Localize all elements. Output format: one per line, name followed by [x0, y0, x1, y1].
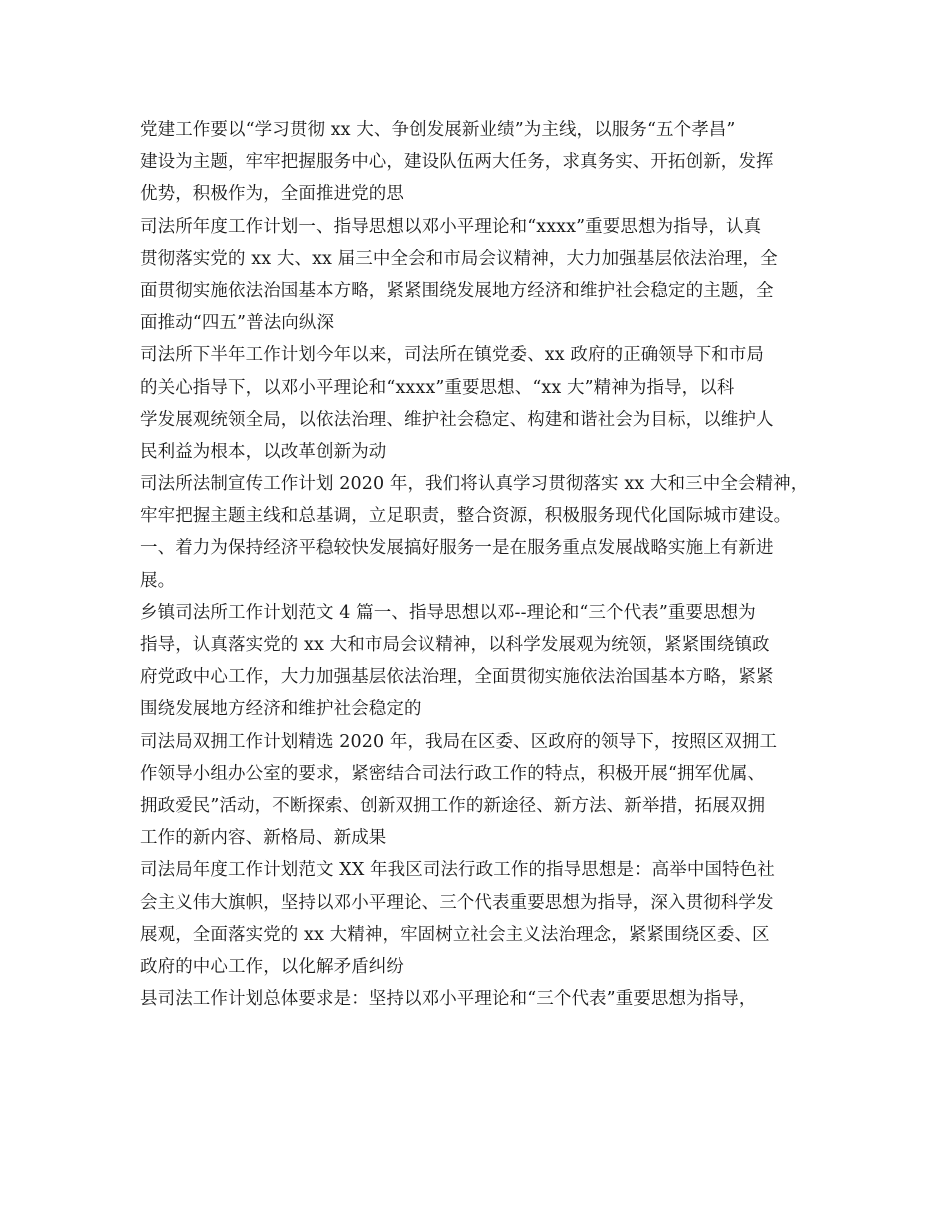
- text-line: 学发展观统领全局，以依法治理、维护社会稳定、构建和谐社会为目标，以维护人: [140, 409, 774, 430]
- text-line: 司法所下半年工作计划今年以来，司法所在镇党委、xx 政府的正确领导下和市局: [140, 345, 764, 366]
- text-line: 司法所年度工作计划一、指导思想以邓小平理论和“xxxx”重要思想为指导，认真: [140, 216, 762, 237]
- text-line: 建设为主题，牢牢把握服务中心，建设队伍两大任务，求真务实、开拓创新，发挥: [140, 152, 774, 173]
- text-line: 牢牢把握主题主线和总基调，立足职责，整合资源，积极服务现代化国际城市建设。: [140, 506, 792, 527]
- text-line: 的关心指导下，以邓小平理论和“xxxx”重要思想、“xx 大”精神为指导，以科: [140, 377, 735, 398]
- text-line: 司法局年度工作计划范文 XX 年我区司法行政工作的指导思想是：高举中国特色社: [140, 860, 775, 881]
- text-line: 指导，认真落实党的 xx 大和市局会议精神，以科学发展观为统领，紧紧围绕镇政: [140, 635, 770, 655]
- text-line: 一、着力为保持经济平稳较快发展搞好服务一是在服务重点发展战略实施上有新进: [140, 538, 774, 559]
- text-line: 党建工作要以“学习贯彻 xx 大、争创发展新业绩”为主线，以服务“五个孝昌”: [140, 120, 736, 140]
- text-line: 政府的中心工作，以化解矛盾纠纷: [140, 956, 404, 977]
- text-line: 司法局双拥工作计划精选 2020 年，我局在区委、区政府的领导下，按照区双拥工: [140, 731, 778, 752]
- text-line: 面推动“四五”普法向纵深: [140, 313, 335, 334]
- text-line: 贯彻落实党的 xx 大、xx 届三中全会和市局会议精神，大力加强基层依法治理，全: [140, 248, 778, 269]
- text-line: 乡镇司法所工作计划范文 4 篇一、指导思想以邓--理论和“三个代表”重要思想为: [140, 602, 756, 623]
- text-line: 展。: [140, 570, 176, 591]
- text-line: 面贯彻实施依法治国基本方略，紧紧围绕发展地方经济和维护社会稳定的主题，全: [140, 280, 774, 301]
- text-line: 作领导小组办公室的要求，紧密结合司法行政工作的特点，积极开展“拥军优属、: [140, 763, 766, 784]
- text-line: 县司法工作计划总体要求是：坚持以邓小平理论和“三个代表”重要思想为指导，: [140, 989, 757, 1010]
- text-line: 优势，积极作为，全面推进党的思: [140, 184, 404, 205]
- text-line: 工作的新内容、新格局、新成果: [140, 828, 387, 849]
- text-line: 围绕发展地方经济和维护社会稳定的: [140, 699, 422, 720]
- text-line: 会主义伟大旗帜，坚持以邓小平理论、三个代表重要思想为指导，深入贯彻科学发: [140, 892, 774, 913]
- text-line: 司法所法制宣传工作计划 2020 年，我们将认真学习贯彻落实 xx 大和三中全会精神，: [140, 474, 809, 495]
- text-line: 展观，全面落实党的 xx 大精神，牢固树立社会主义法治理念，紧紧围绕区委、区: [140, 924, 770, 945]
- document-body: [140, 114, 820, 1015]
- text-line: 府党政中心工作，大力加强基层依法治理，全面贯彻实施依法治国基本方略，紧紧: [140, 667, 774, 688]
- text-line: 民利益为根本，以改革创新为动: [140, 441, 387, 462]
- text-line: 拥政爱民”活动，不断探索、创新双拥工作的新途径、新方法、新举措，拓展双拥: [140, 795, 766, 816]
